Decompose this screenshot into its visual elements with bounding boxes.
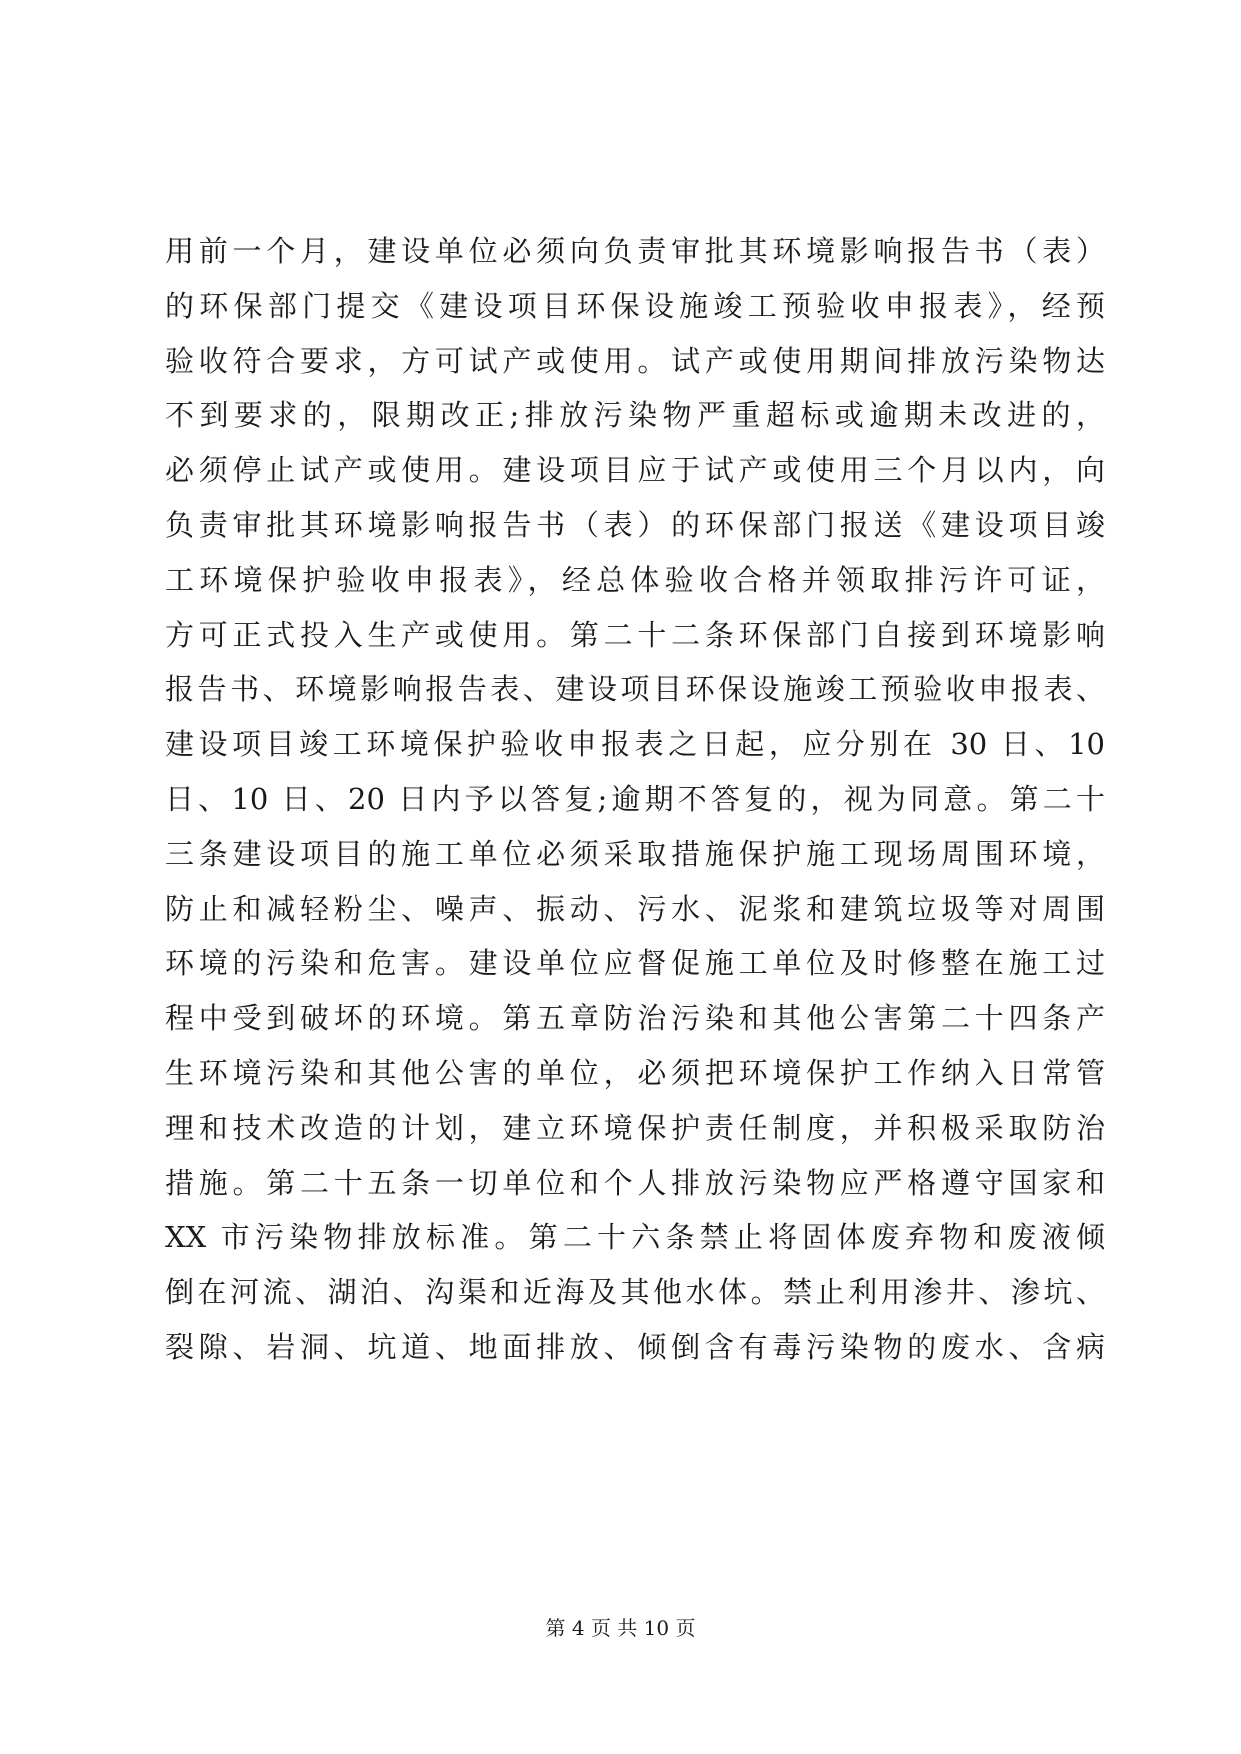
text-line: 不到要求的，限期改正;排放污染物严重超标或逾期未改进的， bbox=[165, 398, 1105, 433]
text-line: 程中受到破坏的环境。第五章防治污染和其他公害第二十四条产 bbox=[165, 1001, 1105, 1036]
text-line: XX 市污染物排放标准。第二十六条禁止将固体废弃物和废液倾 bbox=[165, 1220, 1105, 1255]
text-line: 方可正式投入生产或使用。第二十二条环保部门自接到环境影响 bbox=[165, 617, 1105, 652]
text-line: 三条建设项目的施工单位必须采取措施保护施工现场周围环境， bbox=[165, 836, 1105, 871]
page-number-footer: 第 4 页 共 10 页 bbox=[545, 1616, 696, 1640]
text-line: 日、10 日、20 日内予以答复;逾期不答复的，视为同意。第二十 bbox=[165, 781, 1105, 816]
text-line: 报告书、环境影响报告表、建设项目环保设施竣工预验收申报表、 bbox=[165, 672, 1105, 707]
text-line: 建设项目竣工环境保护验收申报表之日起，应分别在 30 日、10 bbox=[165, 727, 1105, 762]
text-line: 措施。第二十五条一切单位和个人排放污染物应严格遵守国家和 bbox=[165, 1165, 1105, 1200]
text-line: 理和技术改造的计划，建立环境保护责任制度，并积极采取防治 bbox=[165, 1110, 1105, 1145]
text-line: 倒在河流、湖泊、沟渠和近海及其他水体。禁止利用渗井、渗坑、 bbox=[165, 1275, 1105, 1310]
text-line: 用前一个月，建设单位必须向负责审批其环境影响报告书（表） bbox=[165, 234, 1105, 268]
text-line: 的环保部门提交《建设项目环保设施竣工预验收申报表》，经预 bbox=[165, 288, 1105, 323]
text-line: 必须停止试产或使用。建设项目应于试产或使用三个月以内，向 bbox=[165, 453, 1105, 488]
text-line: 生环境污染和其他公害的单位，必须把环境保护工作纳入日常管 bbox=[165, 1055, 1105, 1090]
body-text bbox=[165, 224, 1105, 1375]
text-line: 裂隙、岩洞、坑道、地面排放、倾倒含有毒污染物的废水、含病 bbox=[165, 1329, 1105, 1364]
text-line: 环境的污染和危害。建设单位应督促施工单位及时修整在施工过 bbox=[165, 946, 1105, 981]
text-line: 工环境保护验收申报表》，经总体验收合格并领取排污许可证， bbox=[165, 562, 1105, 597]
text-line: 验收符合要求，方可试产或使用。试产或使用期间排放污染物达 bbox=[165, 343, 1105, 378]
text-line: 负责审批其环境影响报告书（表）的环保部门报送《建设项目竣 bbox=[165, 507, 1105, 542]
text-line: 防止和减轻粉尘、噪声、振动、污水、泥浆和建筑垃圾等对周围 bbox=[165, 891, 1105, 926]
